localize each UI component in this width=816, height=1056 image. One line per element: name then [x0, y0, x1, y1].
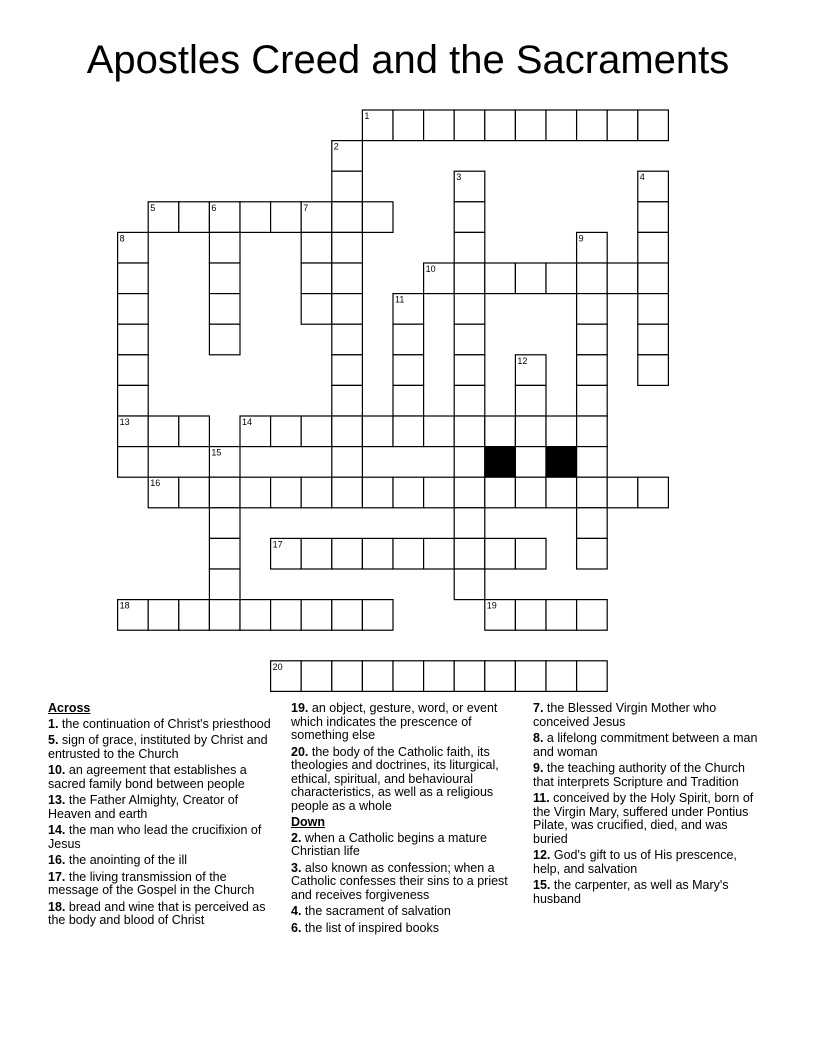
- grid-cell[interactable]: [577, 447, 608, 478]
- clue-number: 20.: [291, 744, 309, 759]
- grid-cell[interactable]: [393, 416, 424, 447]
- grid-cell[interactable]: [362, 477, 393, 508]
- clue-text: sign of grace, instituted by Christ and entrusted to the Church: [48, 733, 268, 761]
- grid-cell[interactable]: [362, 538, 393, 569]
- clue-number: 11.: [533, 791, 550, 805]
- grid-cell[interactable]: [424, 416, 455, 447]
- grid-cell[interactable]: [393, 355, 424, 386]
- grid-cell[interactable]: [271, 477, 302, 508]
- grid-cell[interactable]: [209, 569, 240, 600]
- grid-cell[interactable]: [454, 110, 485, 141]
- grid-cell[interactable]: [332, 171, 363, 202]
- grid-cell[interactable]: [515, 385, 546, 416]
- clue-number: 16.: [48, 853, 66, 867]
- grid-cell[interactable]: [485, 263, 516, 294]
- grid-cell[interactable]: [546, 477, 577, 508]
- grid-cell[interactable]: [362, 416, 393, 447]
- grid-cell[interactable]: [485, 416, 516, 447]
- grid-cell[interactable]: [577, 110, 608, 141]
- grid-cell[interactable]: [515, 600, 546, 631]
- clues-column-1: [48, 702, 274, 931]
- cell-number: 1: [364, 111, 370, 121]
- grid-cell[interactable]: [393, 538, 424, 569]
- grid-cell[interactable]: [271, 600, 302, 631]
- grid-cell[interactable]: [362, 661, 393, 692]
- clue-text: bread and wine that is perceived as the body and blood of Christ: [48, 899, 266, 927]
- down-clue-list-continued: [533, 702, 763, 906]
- grid-cell[interactable]: [638, 202, 669, 233]
- grid-cell[interactable]: [118, 385, 149, 416]
- grid-cell[interactable]: [454, 385, 485, 416]
- clue-text: when a Catholic begins a mature Christian life: [291, 830, 487, 858]
- clue: [533, 879, 763, 906]
- clue-text: also known as confession; when a Catholic confesses their sins to a priest and receives forgiveness: [291, 860, 508, 902]
- grid-cell[interactable]: [577, 661, 608, 692]
- clues-column-3: [533, 702, 763, 909]
- grid-cell[interactable]: [332, 385, 363, 416]
- grid-cell[interactable]: [332, 355, 363, 386]
- grid-cell[interactable]: [393, 324, 424, 355]
- grid-cell[interactable]: [148, 600, 179, 631]
- cell-number: 9: [578, 233, 584, 244]
- grid-cell[interactable]: [332, 447, 363, 478]
- grid-cell[interactable]: [577, 294, 608, 325]
- clue-number: 6.: [291, 920, 302, 935]
- grid-cell[interactable]: [301, 538, 332, 569]
- clue-number: 15.: [533, 878, 551, 892]
- grid-cell[interactable]: [454, 355, 485, 386]
- grid-cell[interactable]: [301, 600, 332, 631]
- clue-number: 5.: [48, 733, 59, 747]
- grid-cell[interactable]: [179, 416, 210, 447]
- grid-cell[interactable]: [301, 263, 332, 294]
- grid-cell[interactable]: [393, 385, 424, 416]
- clue: [291, 905, 523, 919]
- grid-cell[interactable]: [577, 324, 608, 355]
- cell-number: 3: [456, 172, 462, 183]
- clue-text: the continuation of Christ's priesthood: [58, 716, 271, 731]
- grid-cell[interactable]: [454, 538, 485, 569]
- clue-text: an agreement that establishes a sacred family bond between people: [48, 763, 247, 791]
- grid-cell[interactable]: [454, 416, 485, 447]
- grid-cell[interactable]: [638, 324, 669, 355]
- grid-cell[interactable]: [485, 538, 516, 569]
- clue-text: a lifelong commitment between a man and woman: [533, 731, 758, 759]
- grid-cell[interactable]: [515, 477, 546, 508]
- clue-number: 3.: [291, 860, 302, 875]
- cell-number: 14: [242, 417, 253, 427]
- grid-cell[interactable]: [607, 110, 638, 141]
- grid-cell[interactable]: [209, 600, 240, 631]
- cell-number: 5: [150, 202, 156, 213]
- grid-cell[interactable]: [362, 202, 393, 233]
- clue-number: 17.: [48, 869, 66, 884]
- clue: [48, 871, 274, 898]
- clue-text: the teaching authority of the Church that interprets Scripture and Tradition: [533, 761, 745, 789]
- grid-cell[interactable]: [332, 661, 363, 692]
- grid-cell[interactable]: [638, 355, 669, 386]
- clue-number: 10.: [48, 763, 66, 777]
- grid-cell[interactable]: [577, 600, 608, 631]
- grid-cell[interactable]: [577, 263, 608, 294]
- clue-number: 8.: [533, 731, 544, 745]
- grid-cell[interactable]: [209, 508, 240, 539]
- grid-cell[interactable]: [515, 110, 546, 141]
- clue-text: the Blessed Virgin Mother who conceived Jesus: [533, 701, 717, 729]
- clue-number: 9.: [533, 761, 544, 775]
- clue-text: God's gift to us of His prescence, help, and salvation: [533, 848, 737, 876]
- grid-cell[interactable]: [332, 600, 363, 631]
- grid-cell[interactable]: [301, 232, 332, 263]
- grid-cell[interactable]: [332, 324, 363, 355]
- cell-number: 15: [211, 447, 222, 458]
- clue: [291, 746, 523, 814]
- clue: [533, 762, 763, 789]
- grid-cell[interactable]: [271, 202, 302, 233]
- clue: [291, 832, 523, 859]
- grid-cell[interactable]: [485, 110, 516, 141]
- clue-text: the Father Almighty, Creator of Heaven and earth: [48, 793, 239, 821]
- grid-cell[interactable]: [179, 202, 210, 233]
- grid-cell[interactable]: [209, 324, 240, 355]
- cell-number: 19: [486, 600, 497, 611]
- clue: [48, 734, 274, 761]
- clue: [533, 702, 763, 729]
- grid-cell[interactable]: [577, 416, 608, 447]
- clue-number: 7.: [533, 701, 544, 715]
- clue-number: 4.: [291, 904, 302, 918]
- clue-text: the list of inspired books: [301, 920, 440, 935]
- clue-number: 1.: [48, 716, 59, 731]
- grid-cell[interactable]: [515, 416, 546, 447]
- grid-cell[interactable]: [271, 416, 302, 447]
- clue-text: the body of the Catholic faith, its theologies and doctrines, its liturgical, ethical, spiritual, and behavioural characteristics, as well as a religious people as a whole: [291, 744, 499, 813]
- cell-number: 6: [211, 202, 217, 213]
- clue: [533, 732, 763, 759]
- grid-cell[interactable]: [485, 661, 516, 692]
- grid-cell[interactable]: [118, 294, 149, 325]
- clue-text: conceived by the Holy Spirit, born of the Virgin Mary, suffered under Pontius Pilate, was crucified, died, and was buried: [533, 791, 754, 846]
- grid-cell[interactable]: [424, 477, 455, 508]
- grid-cell[interactable]: [454, 294, 485, 325]
- clue-text: the sacrament of salvation: [301, 904, 451, 918]
- grid-cell[interactable]: [638, 294, 669, 325]
- grid-cell[interactable]: [577, 508, 608, 539]
- clue-number: 13.: [48, 793, 66, 807]
- grid-cell[interactable]: [209, 232, 240, 263]
- grid-cell[interactable]: [454, 263, 485, 294]
- page-title: Apostles Creed and the Sacraments: [86, 38, 730, 82]
- grid-cell[interactable]: [332, 477, 363, 508]
- grid-cell[interactable]: [301, 661, 332, 692]
- grid-cell[interactable]: [638, 263, 669, 294]
- grid-cell[interactable]: [301, 416, 332, 447]
- grid-cell[interactable]: [454, 447, 485, 478]
- grid-cell[interactable]: [240, 600, 271, 631]
- grid-cell[interactable]: [362, 600, 393, 631]
- grid-cell[interactable]: [454, 569, 485, 600]
- down-clue-list: [291, 832, 523, 936]
- clue-text: the carpenter, as well as Mary's husband: [533, 878, 729, 906]
- grid-cell[interactable]: [332, 538, 363, 569]
- down-header: Down: [291, 815, 326, 829]
- grid-cell[interactable]: [607, 477, 638, 508]
- grid-cell[interactable]: [515, 661, 546, 692]
- clues-column-2: [291, 702, 523, 938]
- grid-cell[interactable]: [209, 477, 240, 508]
- grid-cell[interactable]: [546, 416, 577, 447]
- across-clue-list-continued: [291, 702, 523, 813]
- clue-text: the anointing of the ill: [65, 853, 188, 867]
- clue: [48, 824, 274, 851]
- grid-cell[interactable]: [424, 538, 455, 569]
- black-cell: [546, 447, 577, 478]
- clue-number: 12.: [533, 848, 551, 862]
- grid-cell[interactable]: [454, 202, 485, 233]
- cell-number: 8: [119, 233, 125, 244]
- clue: [48, 854, 274, 868]
- cell-number: 20: [272, 661, 283, 672]
- clue-number: 2.: [291, 830, 302, 845]
- grid-cell[interactable]: [515, 447, 546, 478]
- clue-text: an object, gesture, word, or event which indicates the prescence of something else: [291, 701, 498, 742]
- grid-cell[interactable]: [454, 477, 485, 508]
- grid-cell[interactable]: [454, 232, 485, 263]
- clue: [48, 764, 274, 791]
- grid-cell[interactable]: [118, 324, 149, 355]
- clue-number: 18.: [48, 899, 66, 914]
- grid-cell[interactable]: [638, 110, 669, 141]
- grid-cell[interactable]: [515, 538, 546, 569]
- grid-cell[interactable]: [301, 477, 332, 508]
- grid-cell[interactable]: [148, 416, 179, 447]
- grid-cell[interactable]: [332, 416, 363, 447]
- grid-cell[interactable]: [332, 232, 363, 263]
- cell-number: 16: [150, 478, 161, 489]
- grid-cell[interactable]: [209, 263, 240, 294]
- grid-cell[interactable]: [332, 202, 363, 233]
- clue: [291, 922, 523, 936]
- cell-number: 17: [272, 539, 283, 550]
- cell-number: 18: [119, 600, 130, 611]
- grid-cell[interactable]: [240, 202, 271, 233]
- grid-cell[interactable]: [301, 294, 332, 325]
- clue: [48, 794, 274, 821]
- black-cell: [485, 447, 516, 478]
- clue: [291, 862, 523, 903]
- grid-cell[interactable]: [118, 355, 149, 386]
- clue: [533, 849, 763, 876]
- grid-cell[interactable]: [638, 477, 669, 508]
- grid-cell[interactable]: [546, 263, 577, 294]
- cell-number: 2: [333, 141, 339, 152]
- grid-cell[interactable]: [577, 385, 608, 416]
- grid-cell[interactable]: [607, 263, 638, 294]
- grid-cell[interactable]: [209, 294, 240, 325]
- grid-cell[interactable]: [638, 232, 669, 263]
- grid-cell[interactable]: [393, 477, 424, 508]
- cell-number: 13: [119, 417, 130, 427]
- clue-number: 19.: [291, 701, 309, 715]
- clue-text: the living transmission of the message of the Gospel in the Church: [48, 869, 255, 897]
- grid-cell[interactable]: [546, 600, 577, 631]
- grid-cell[interactable]: [424, 661, 455, 692]
- grid-cell[interactable]: [118, 447, 149, 478]
- grid-cell[interactable]: [515, 263, 546, 294]
- clue: [533, 792, 763, 846]
- cell-number: 10: [425, 264, 436, 274]
- grid-cell[interactable]: [118, 263, 149, 294]
- clue: [48, 901, 274, 928]
- grid-cell[interactable]: [546, 661, 577, 692]
- grid-cell[interactable]: [424, 110, 455, 141]
- grid-cell[interactable]: [485, 477, 516, 508]
- grid-cell[interactable]: [393, 110, 424, 141]
- grid-cell[interactable]: [209, 538, 240, 569]
- clue: [291, 702, 523, 743]
- grid-cell[interactable]: [454, 324, 485, 355]
- clue-number: 14.: [48, 823, 66, 837]
- grid-cell[interactable]: [179, 477, 210, 508]
- grid-cell[interactable]: [546, 110, 577, 141]
- grid-cell[interactable]: [577, 538, 608, 569]
- grid-cell[interactable]: [179, 600, 210, 631]
- cell-number: 11: [395, 294, 405, 305]
- cell-number: 4: [639, 172, 645, 183]
- grid-cell[interactable]: [332, 263, 363, 294]
- grid-cell[interactable]: [393, 661, 424, 692]
- across-clue-list: [48, 718, 274, 928]
- grid-cell[interactable]: [240, 477, 271, 508]
- grid-cell[interactable]: [454, 661, 485, 692]
- grid-cell[interactable]: [577, 477, 608, 508]
- clue-text: the man who lead the crucifixion of Jesus: [48, 823, 262, 851]
- grid-cell[interactable]: [577, 355, 608, 386]
- cell-number: 7: [303, 202, 309, 213]
- clue: [48, 718, 274, 732]
- across-header: Across: [48, 701, 91, 715]
- grid-cell[interactable]: [332, 294, 363, 325]
- cell-number: 12: [517, 355, 528, 366]
- grid-cell[interactable]: [454, 508, 485, 539]
